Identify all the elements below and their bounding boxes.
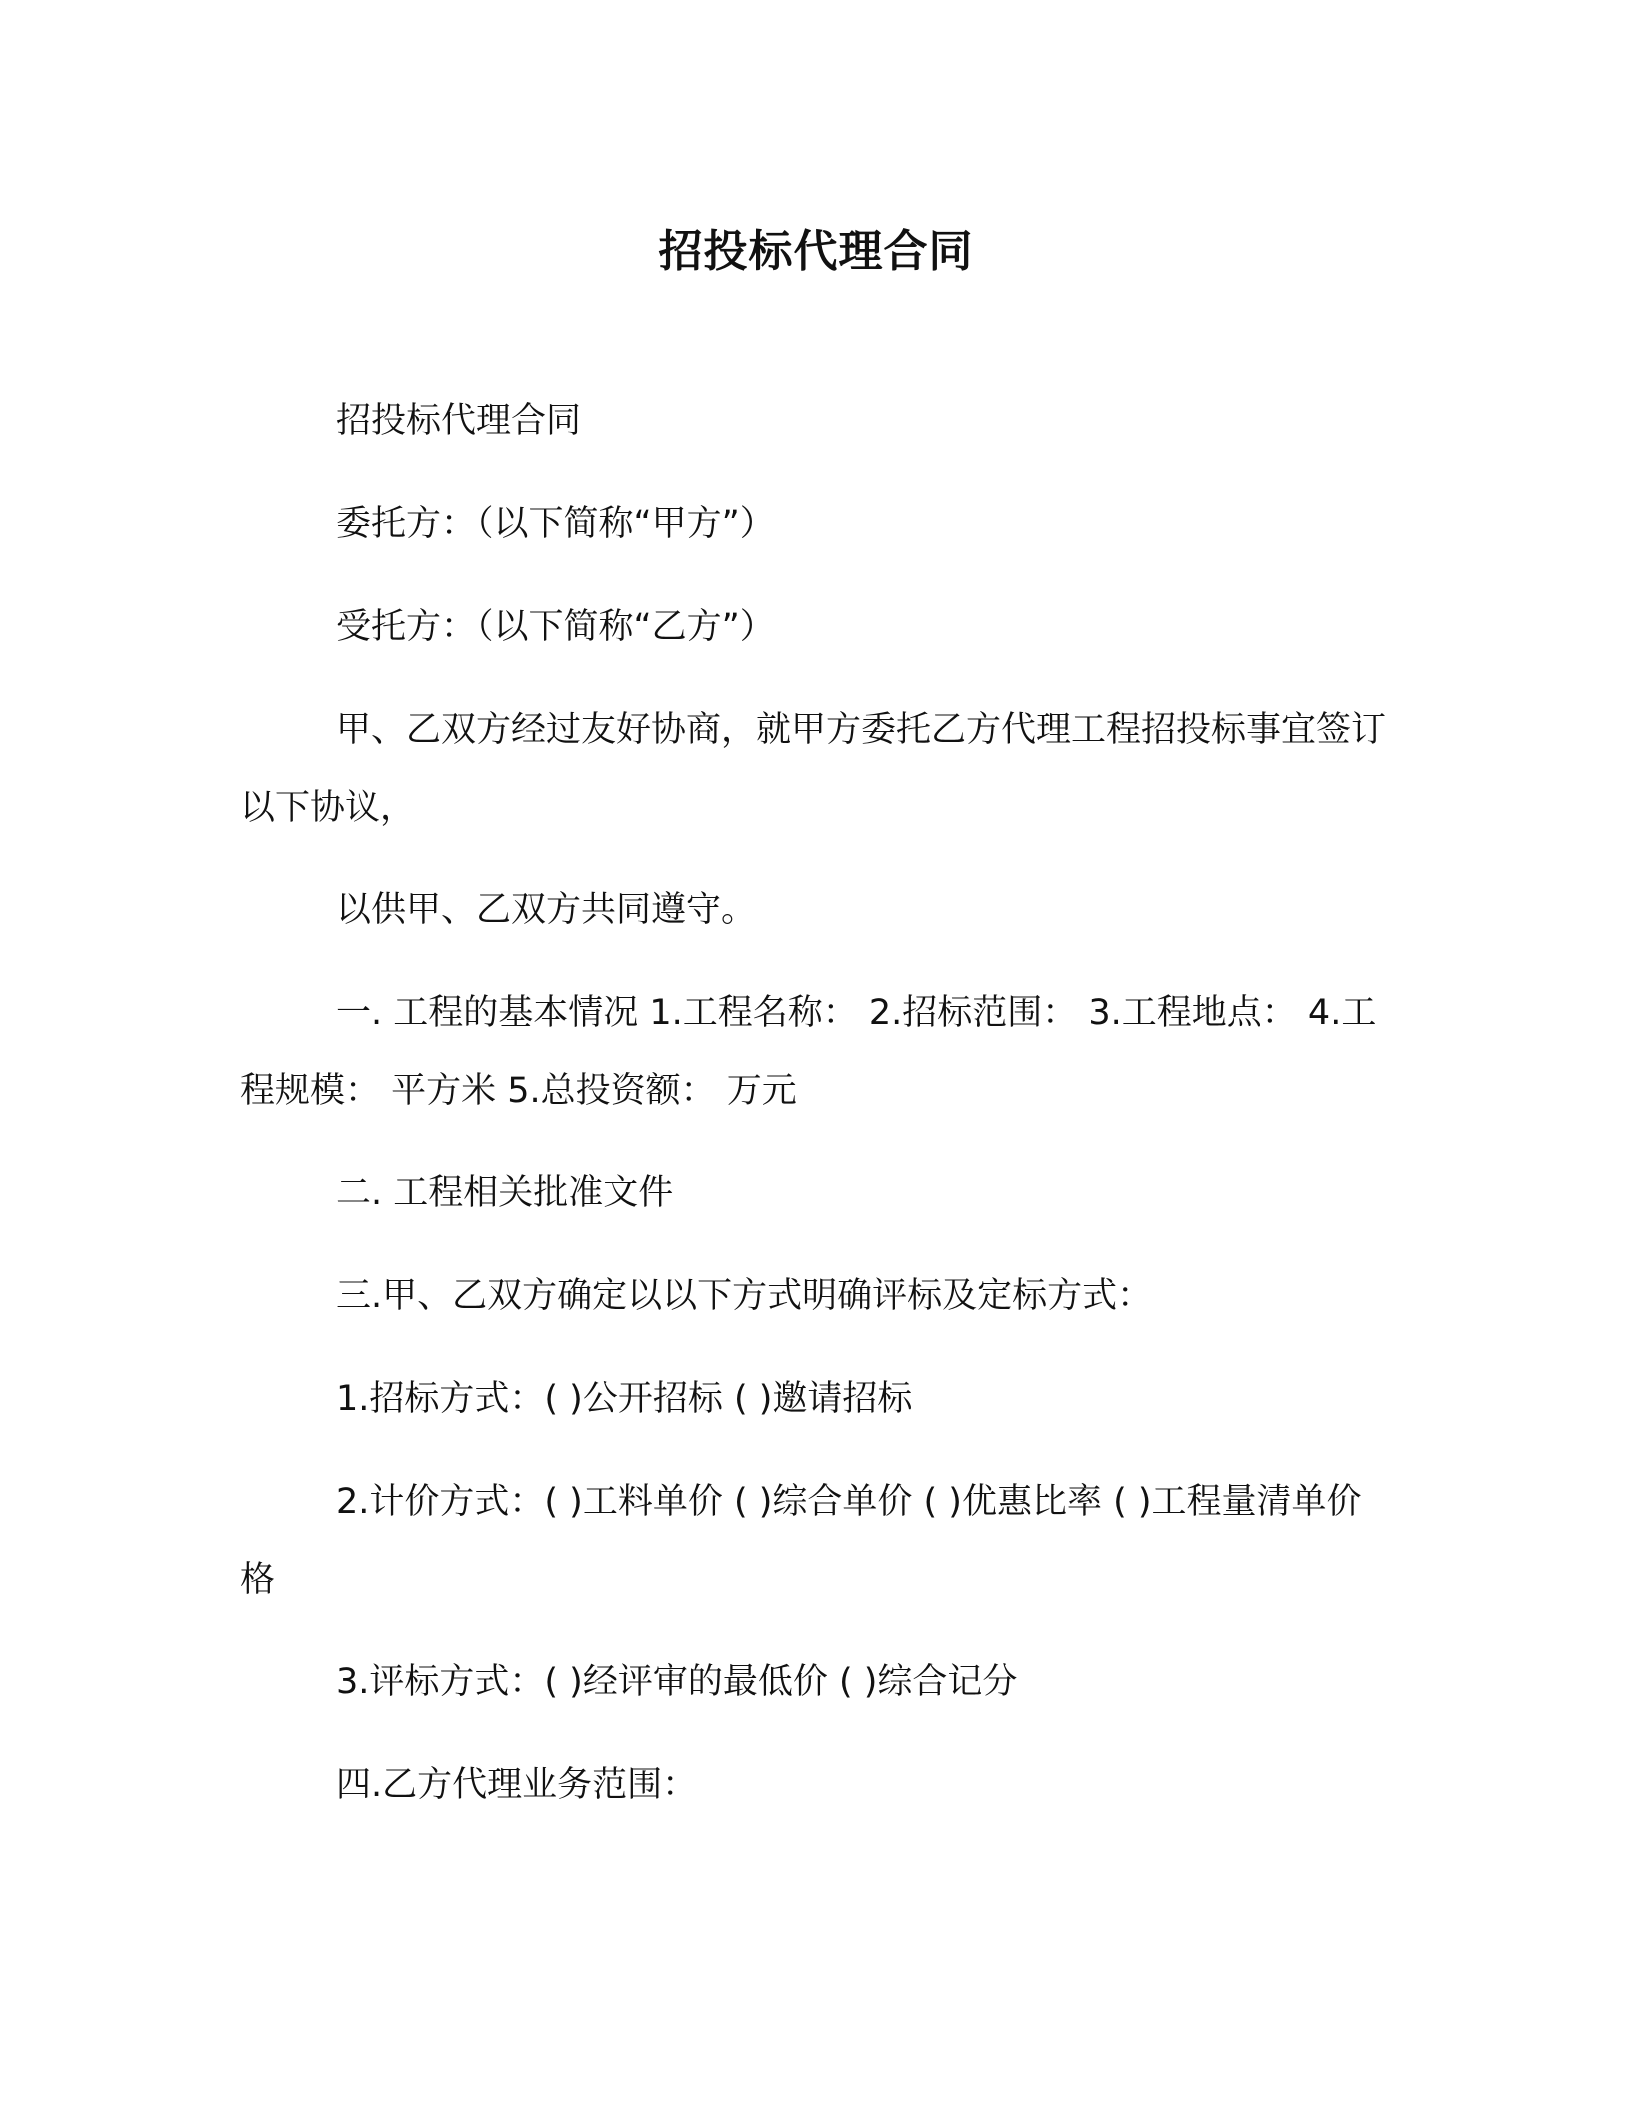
paragraph-agent: 受托方：（以下简称“乙方”） (336, 607, 775, 647)
paragraph-evaluation-method: 3.评标方式：( )经评审的最低价 ( )综合记分 (336, 1662, 1018, 1702)
paragraph-heading: 招投标代理合同 (336, 401, 582, 441)
paragraph-compliance: 以供甲、乙双方共同遵守。 (336, 890, 757, 930)
paragraph-agreement: 甲、乙双方经过友好协商，就甲方委托乙方代理工程招投标事宜签订以下协议， (240, 710, 1387, 828)
document-title: 招投标代理合同 (658, 226, 974, 277)
paragraph-section-1: 一. 工程的基本情况 1.工程名称： 2.招标范围： 3.工程地点： 4.工程规模： 平方米 5.总投资额： 万元 (240, 993, 1377, 1111)
paragraph-section-3: 三.甲、乙双方确定以以下方式明确评标及定标方式： (336, 1276, 1153, 1316)
paragraph-tender-method: 1.招标方式：( )公开招标 ( )邀请招标 (336, 1379, 913, 1419)
paragraph-section-2: 二. 工程相关批准文件 (336, 1173, 674, 1213)
paragraph-client: 委托方：（以下简称“甲方”） (336, 504, 775, 544)
paragraph-section-4: 四.乙方代理业务范围： (336, 1765, 698, 1805)
paragraph-pricing-method: 2.计价方式：( )工料单价 ( )综合单价 ( )优惠比率 ( )工程量清单价格 (240, 1482, 1362, 1600)
